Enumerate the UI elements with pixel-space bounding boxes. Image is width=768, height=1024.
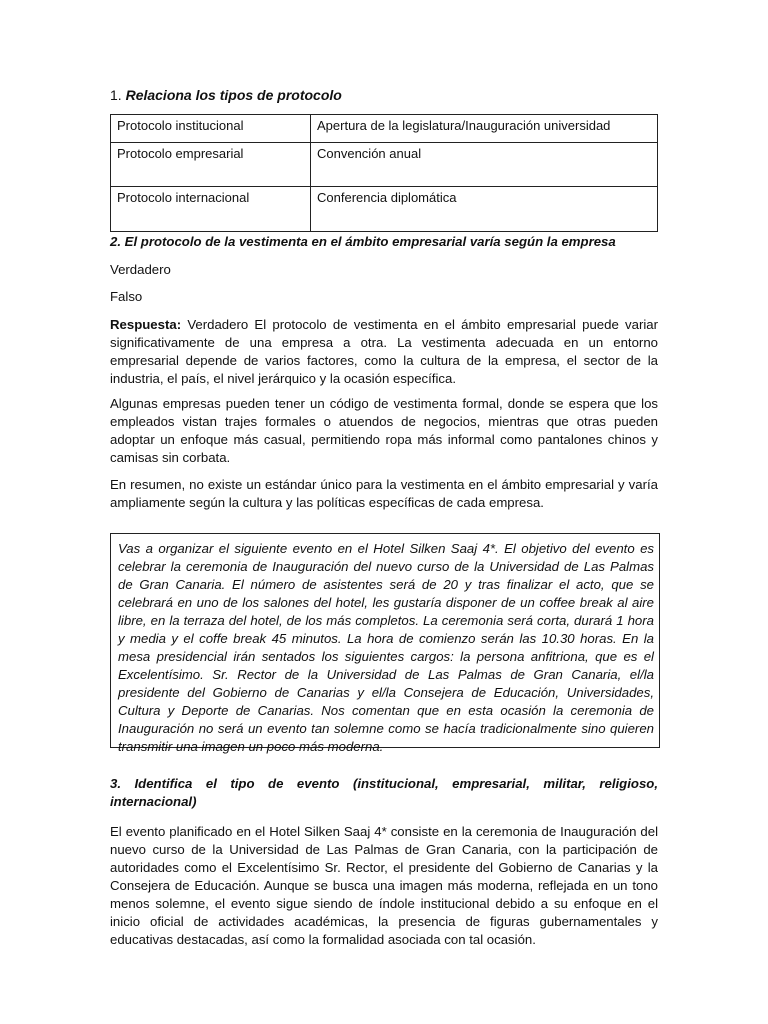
table-cell: Conferencia diplomática — [311, 187, 658, 232]
question-3-title: 3. Identifica el tipo de evento (institucional, empresarial, militar, religioso, internacional) — [110, 776, 658, 809]
option-true: Verdadero — [110, 262, 171, 277]
answer-paragraph — [110, 316, 658, 388]
table-cell: Apertura de la legislatura/Inauguración universidad — [311, 115, 658, 143]
table-cell: Protocolo empresarial — [111, 143, 311, 187]
option-false: Falso — [110, 289, 143, 304]
question-1-number: 1. — [110, 87, 122, 103]
answer-paragraph-3: En resumen, no existe un estándar único para la vestimenta en el ámbito empresarial y varía ampliamente según la cultura y las políticas específicas de cada empresa. — [110, 477, 658, 510]
table-cell: Protocolo institucional — [111, 115, 311, 143]
table-cell: Protocolo internacional — [111, 187, 311, 232]
question-3-answer: El evento planificado en el Hotel Silken Saaj 4* consiste en la ceremonia de Inauguración del nuevo curso de la Universidad de Las Palmas de Gran Canaria, con la participación de autoridades como el Excelentísimo Sr. Rector, el presidente del Gobierno de Canarias y la Consejera de Educación. Aunque se busca una imagen más moderna, reflejada en un tono menos solemne, el evento sigue siendo de índole institucional debido a su enfoque en el inicio oficial de actividades académicas, la presencia de figuras gubernamentales y educativas destacadas, así como la formalidad asociada con tal ocasión. — [110, 824, 658, 947]
protocol-table — [110, 114, 658, 232]
question-1-heading — [110, 86, 342, 104]
case-description-box: Vas a organizar el siguiente evento en el Hotel Silken Saaj 4*. El objetivo del evento es celebrar la ceremonia de Inauguración del nuevo curso de la Universidad de Las Palmas de Gran Canaria. El número de asistentes será de 20 y tras finalizar el acto, que se celebrará en uno de los salones del hotel, les gustaría disponer de un coffee break al aire libre, en la terraza del hotel, de los más completos. La ceremonia será corta, durará 1 hora y media y el coffe break 45 minutos. La hora de comienzo serán las 10.30 horas. En la mesa presidencial irán sentados los siguientes cargos: la persona anfitriona, que es el Excelentísimo. Sr. Rector de la Universidad de Las Palmas de Gran Canaria, el/la presidente del Gobierno de Canarias y el/la Consejera de Educación, Universidades, Cultura y Deporte de Canarias. Nos comentan que en esta ocasión la ceremonia de Inauguración no será un evento tan solemne como se hacía tradicionalmente sino quieren transmitir una imagen un poco más moderna. — [110, 533, 660, 748]
question-2-title: 2. El protocolo de la vestimenta en el ámbito empresarial varía según la empresa — [110, 234, 616, 249]
answer-text: Verdadero El protocolo de vestimenta en el ámbito empresarial puede variar significativamente de una empresa a otra. La vestimenta adecuada en un entorno empresarial depende de varios factores, como la cultura de la empresa, el sector de la industria, el país, el nivel jerárquico y la ocasión específica. — [110, 317, 658, 386]
answer-label: Respuesta: — [110, 317, 182, 332]
answer-paragraph-2: Algunas empresas pueden tener un código de vestimenta formal, donde se espera que los empleados vistan trajes formales o atuendos de negocios, mientras que otras pueden adoptar un enfoque más casual, permitiendo ropa más informal como pantalones chinos y camisas sin corbata. — [110, 396, 658, 465]
table-cell: Convención anual — [311, 143, 658, 187]
table-row — [111, 187, 658, 232]
table-row — [111, 115, 658, 143]
question-1-title: Relaciona los tipos de protocolo — [125, 87, 342, 103]
table-row — [111, 143, 658, 187]
